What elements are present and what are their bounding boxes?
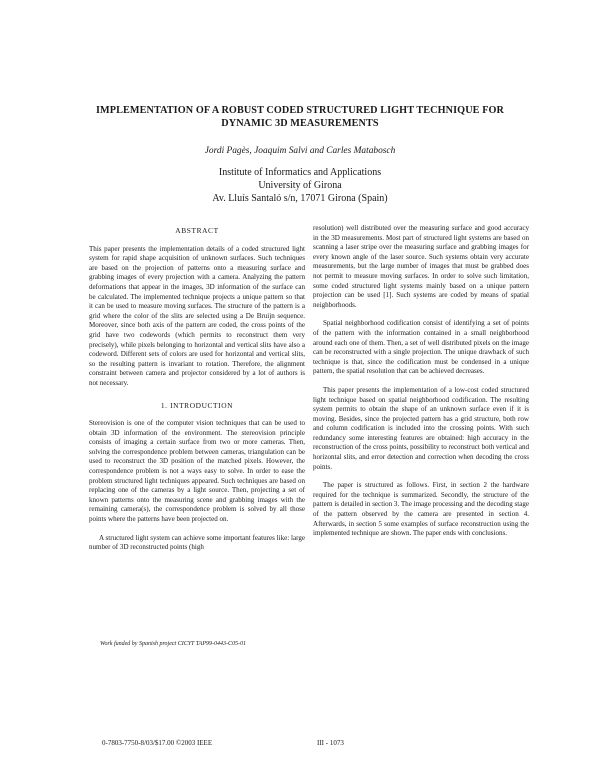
right-column — [313, 224, 529, 548]
footer-copyright: 0-7803-7750-8/03/$17.00 ©2003 IEEE — [102, 739, 213, 747]
abstract-heading: ABSTRACT — [175, 226, 219, 235]
funding-footnote: Work funded by Spanish project CICYT TAP99-0443-C05-01 — [100, 641, 246, 647]
affiliation — [60, 166, 540, 205]
right-paragraph-1: resolution) well distributed over the measuring surface and good accuracy in the 3D measurements. Most part of structured light systems are based on scanning a laser stripe over the measuring surface and grabbing images for every known angle of the laser source. Such systems obtain very accurate measurements, but the large number of images that must be grabbed does not permit to measure moving surfaces. In order to solve such limitation, some coded structured light systems mainly based on a unique pattern projection can be used [1]. Such systems are coded by means of spatial neighborhoods. — [313, 224, 529, 309]
introduction-paragraph-2: A structured light system can achieve some important features like: large number of 3D reconstructed points (high — [89, 533, 305, 552]
affiliation-address: Av. Lluís Santaló s/n, 17071 Girona (Spain) — [212, 193, 388, 204]
affiliation-university: University of Girona — [258, 180, 342, 191]
right-paragraph-3: This paper presents the implementation of a low-cost coded structured light technique based on spatial neighborhood codification. The resulting system permits to obtain the shape of an unknown surface even if it is moving. Besides, since the projected pattern has a grid structure, both row and column codification is included into the crossing points. With such redundancy some interesting features are obtained: high accuracy in the reconstruction of the cross points, possibility to reconstruct both vertical and horizontal slits, and error detection and correction when decoding the cross points. — [313, 385, 529, 471]
abstract-text: This paper presents the implementation details of a coded structured light system for rapid shape acquisition of unknown surfaces. Such techniques are based on the projection of patterns onto a measuring surface and grabbing images of every projection with a camera. Analyzing the pattern deformations that appear in the images, 3D information of the surface can be calculated. The implemented technique projects a unique pattern so that it can be used to measure moving surfaces. The structure of the pattern is a grid where the color of the slits are selected using a De Bruijn sequence. Moreover, since both axis of the pattern are coded, the cross points of the grid have two codewords (which permits to reconstruct them very precisely), while pixels belonging to horizontal and vertical slits have also a codeword. Different sets of colors are used for horizontal and vertical slits, so the resulting pattern is invariant to rotation. Therefore, the alignment constraint between camera and projector considered by a lot of authors is not necessary. — [89, 244, 305, 387]
introduction-paragraph-1: Stereovision is one of the computer vision techniques that can be used to obtain 3D information of the environment. The stereovision principle consists of imaging a certain surface from two or more cameras. Then, solving the correspondence problem between cameras, triangulation can be used to reconstruct the 3D position of the matched pixels. However, the correspondence problem is not a ways easy to solve. In order to ease the problem structured light techniques appeared. Such techniques are based on replacing one of the cameras by a light source. Then, projecting a set of known patterns onto the measuring scene and grabbing images with the remaining camera(s), the correspondence problem is solved by all those points where the patterns have been projected on. — [89, 419, 305, 524]
right-paragraph-2: Spatial neighborhood codification consist of identifying a set of points of the pattern with the information contained in a small neighborhood around each one of them. Then, a set of well distributed pixels on the image can be reconstructed with a single projection. The unique drawback of such technique is that, since the codification must be condensed in a unique pattern, the spatial resolution that can be achieved decreases. — [313, 319, 529, 376]
affiliation-institute: Institute of Informatics and Applications — [218, 167, 382, 178]
left-column — [89, 226, 305, 562]
introduction-heading: 1. INTRODUCTION — [160, 400, 234, 410]
paper-title — [60, 104, 540, 130]
footer-page-number: III - 1073 — [317, 739, 344, 747]
title-line-2: DYNAMIC 3D MEASUREMENTS — [221, 118, 379, 129]
right-paragraph-4: The paper is structured as follows. First, in section 2 the hardware required for the technique is summarized. Secondly, the structure of the pattern is detailed in section 3. The image processing and the decoding stage of the pattern observed by the camera are presented in section 4. Afterwards, in section 5 some examples of surface reconstruction using the implemented technique are shown. The paper ends with conclusions. — [313, 481, 529, 538]
author-list: Jordi Pagès, Joaquim Salvi and Carles Matabosch — [204, 146, 396, 156]
title-line-1: IMPLEMENTATION OF A ROBUST CODED STRUCTURED LIGHT TECHNIQUE FOR — [95, 105, 504, 116]
